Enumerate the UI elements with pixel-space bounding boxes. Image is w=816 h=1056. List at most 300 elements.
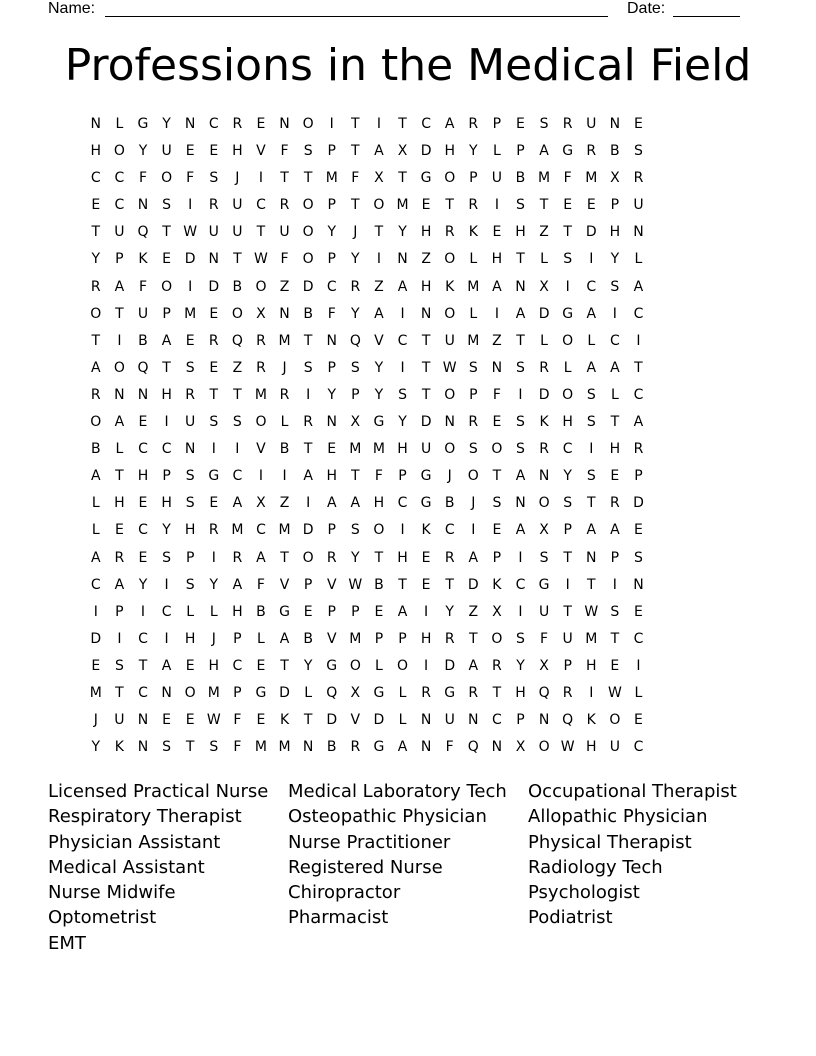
grid-letter[interactable]: R xyxy=(633,441,644,458)
grid-letter[interactable]: C xyxy=(633,630,644,647)
grid-letter[interactable]: I xyxy=(424,657,429,674)
grid-letter[interactable]: U xyxy=(538,603,550,620)
grid-letter[interactable]: U xyxy=(633,197,644,214)
grid-letter[interactable]: M xyxy=(278,332,291,349)
grid-letter[interactable]: V xyxy=(374,332,384,349)
grid-letter[interactable]: N xyxy=(279,116,290,132)
grid-letter[interactable]: D xyxy=(279,684,290,701)
grid-letter[interactable]: P xyxy=(327,143,336,160)
grid-letter[interactable]: L xyxy=(280,414,289,431)
grid-letter[interactable]: G xyxy=(373,414,385,431)
grid-letter[interactable]: Y xyxy=(445,603,454,620)
grid-letter[interactable]: H xyxy=(232,603,243,620)
grid-letter[interactable]: T xyxy=(233,386,242,403)
grid-letter[interactable]: N xyxy=(515,278,526,295)
grid-letter[interactable]: D xyxy=(90,630,102,647)
grid-letter[interactable]: W xyxy=(442,359,457,376)
grid-letter[interactable]: S xyxy=(563,251,573,268)
grid-letter[interactable]: T xyxy=(280,657,289,674)
grid-letter[interactable]: C xyxy=(232,468,243,485)
grid-letter[interactable]: N xyxy=(326,414,337,431)
grid-letter[interactable]: E xyxy=(256,712,266,729)
grid-letter[interactable]: I xyxy=(589,251,594,268)
grid-letter[interactable]: P xyxy=(115,603,124,620)
grid-letter[interactable]: I xyxy=(258,170,264,187)
grid-letter[interactable]: C xyxy=(326,278,337,295)
grid-letter[interactable]: S xyxy=(209,739,219,756)
grid-letter[interactable]: S xyxy=(516,630,525,647)
grid-letter[interactable]: E xyxy=(256,657,266,674)
grid-letter[interactable]: T xyxy=(351,143,360,160)
grid-letter[interactable]: S xyxy=(492,495,502,512)
grid-letter[interactable]: P xyxy=(374,630,384,647)
grid-letter[interactable]: K xyxy=(445,278,455,295)
grid-letter[interactable]: A xyxy=(586,305,597,322)
grid-letter[interactable]: P xyxy=(185,549,195,566)
grid-letter[interactable]: D xyxy=(302,278,314,295)
grid-letter[interactable]: O xyxy=(161,170,173,187)
grid-letter[interactable]: U xyxy=(586,116,597,132)
grid-letter[interactable]: T xyxy=(303,712,313,729)
grid-letter[interactable]: R xyxy=(468,684,479,701)
grid-letter[interactable]: N xyxy=(491,739,503,756)
grid-letter[interactable]: V xyxy=(256,143,266,160)
grid-letter[interactable]: I xyxy=(636,332,641,349)
grid-letter[interactable]: P xyxy=(610,197,620,214)
grid-letter[interactable]: C xyxy=(397,495,408,512)
grid-letter[interactable]: Q xyxy=(467,739,479,756)
grid-letter[interactable]: F xyxy=(138,278,148,295)
grid-letter[interactable]: A xyxy=(114,576,125,593)
grid-letter[interactable]: N xyxy=(137,386,149,403)
grid-letter[interactable]: B xyxy=(256,603,266,620)
grid-letter[interactable]: A xyxy=(114,278,125,295)
grid-letter[interactable]: M xyxy=(585,170,598,187)
grid-letter[interactable]: P xyxy=(563,657,572,674)
grid-letter[interactable]: N xyxy=(586,549,597,566)
grid-letter[interactable]: K xyxy=(279,712,290,729)
grid-letter[interactable]: H xyxy=(184,630,196,647)
grid-letter[interactable]: M xyxy=(538,170,551,187)
grid-letter[interactable]: K xyxy=(492,576,502,593)
grid-letter[interactable]: I xyxy=(376,251,381,268)
grid-letter[interactable]: A xyxy=(610,359,620,376)
grid-letter[interactable]: E xyxy=(634,522,643,539)
grid-letter[interactable]: E xyxy=(610,657,620,674)
grid-letter[interactable]: E xyxy=(634,712,643,729)
grid-letter[interactable]: K xyxy=(539,414,549,431)
grid-letter[interactable]: T xyxy=(185,739,195,756)
grid-letter[interactable]: H xyxy=(515,224,526,241)
grid-letter[interactable]: U xyxy=(420,441,432,458)
grid-letter[interactable]: O xyxy=(444,386,456,403)
grid-letter[interactable]: D xyxy=(326,712,338,729)
grid-letter[interactable]: T xyxy=(303,441,313,458)
grid-letter[interactable]: A xyxy=(232,576,243,593)
grid-letter[interactable]: P xyxy=(516,712,525,729)
grid-letter[interactable]: S xyxy=(350,359,360,376)
grid-letter[interactable]: G xyxy=(373,684,385,701)
grid-letter[interactable]: A xyxy=(397,278,408,295)
grid-letter[interactable]: D xyxy=(585,224,597,241)
grid-letter[interactable]: E xyxy=(586,197,596,214)
grid-letter[interactable]: T xyxy=(445,576,454,593)
grid-letter[interactable]: I xyxy=(211,549,216,566)
grid-letter[interactable]: R xyxy=(208,332,219,349)
grid-letter[interactable]: G xyxy=(420,468,432,485)
grid-letter[interactable]: P xyxy=(398,630,407,647)
grid-letter[interactable]: T xyxy=(374,549,384,566)
grid-letter[interactable]: H xyxy=(397,441,408,458)
grid-letter[interactable]: H xyxy=(114,495,125,512)
grid-letter[interactable]: J xyxy=(211,630,216,647)
grid-letter[interactable]: C xyxy=(562,441,573,458)
grid-letter[interactable]: I xyxy=(424,603,429,620)
grid-letter[interactable]: U xyxy=(137,305,149,322)
grid-letter[interactable]: U xyxy=(185,414,196,431)
grid-letter[interactable]: I xyxy=(565,278,570,295)
grid-letter[interactable]: A xyxy=(586,359,597,376)
grid-letter[interactable]: R xyxy=(114,549,125,566)
grid-letter[interactable]: F xyxy=(540,630,549,647)
grid-letter[interactable]: L xyxy=(634,251,643,268)
grid-letter[interactable]: R xyxy=(562,116,573,132)
grid-letter[interactable]: S xyxy=(516,441,525,458)
grid-letter[interactable]: O xyxy=(538,495,550,512)
grid-letter[interactable]: Y xyxy=(398,224,407,241)
grid-letter[interactable]: X xyxy=(256,305,266,322)
grid-letter[interactable]: Q xyxy=(231,332,243,349)
grid-letter[interactable]: R xyxy=(303,414,313,431)
grid-letter[interactable]: A xyxy=(326,495,337,512)
grid-letter[interactable]: N xyxy=(420,712,432,729)
grid-letter[interactable]: W xyxy=(348,576,363,593)
grid-letter[interactable]: A xyxy=(610,522,620,539)
grid-letter[interactable]: U xyxy=(232,197,243,214)
grid-letter[interactable]: T xyxy=(91,332,101,349)
grid-letter[interactable]: C xyxy=(633,386,644,403)
grid-letter[interactable]: N xyxy=(137,712,149,729)
grid-letter[interactable]: C xyxy=(232,657,243,674)
grid-letter[interactable]: E xyxy=(91,657,101,674)
grid-letter[interactable]: O xyxy=(444,170,456,187)
grid-letter[interactable]: W xyxy=(584,603,599,620)
grid-letter[interactable]: O xyxy=(302,197,314,214)
grid-letter[interactable]: Z xyxy=(468,603,479,620)
grid-letter[interactable]: C xyxy=(138,684,148,701)
grid-letter[interactable]: T xyxy=(445,197,454,214)
grid-letter[interactable]: F xyxy=(233,712,242,729)
grid-letter[interactable]: A xyxy=(397,603,408,620)
grid-letter[interactable]: M xyxy=(254,739,267,756)
grid-letter[interactable]: D xyxy=(420,414,432,431)
grid-letter[interactable]: E xyxy=(138,549,148,566)
grid-letter[interactable]: T xyxy=(421,386,431,403)
grid-letter[interactable]: J xyxy=(353,224,358,241)
grid-letter[interactable]: Q xyxy=(326,684,338,701)
grid-letter[interactable]: H xyxy=(586,739,597,756)
grid-letter[interactable]: X xyxy=(539,657,549,674)
grid-letter[interactable]: T xyxy=(610,414,620,431)
grid-letter[interactable]: T xyxy=(492,468,502,485)
grid-letter[interactable]: H xyxy=(373,495,385,512)
grid-letter[interactable]: V xyxy=(326,630,337,647)
grid-letter[interactable]: D xyxy=(444,657,456,674)
grid-letter[interactable]: C xyxy=(633,739,644,756)
grid-letter[interactable]: O xyxy=(349,657,361,674)
grid-letter[interactable]: C xyxy=(138,522,148,539)
grid-letter[interactable]: N xyxy=(90,116,102,132)
grid-letter[interactable]: H xyxy=(137,468,149,485)
grid-letter[interactable]: K xyxy=(586,712,596,729)
grid-letter[interactable]: U xyxy=(491,170,503,187)
grid-letter[interactable]: R xyxy=(586,143,597,160)
grid-letter[interactable]: T xyxy=(398,576,407,593)
grid-letter[interactable]: C xyxy=(586,278,597,295)
grid-letter[interactable]: A xyxy=(633,278,644,295)
grid-letter[interactable]: C xyxy=(208,116,219,132)
grid-letter[interactable]: L xyxy=(91,495,100,512)
grid-letter[interactable]: M xyxy=(372,441,385,458)
grid-letter[interactable]: S xyxy=(634,549,643,566)
grid-letter[interactable]: K xyxy=(468,224,478,241)
grid-letter[interactable]: C xyxy=(256,197,266,214)
grid-letter[interactable]: Y xyxy=(162,522,171,539)
grid-letter[interactable]: E xyxy=(209,305,219,322)
grid-letter[interactable]: Q xyxy=(538,684,550,701)
grid-letter[interactable]: P xyxy=(610,549,620,566)
grid-letter[interactable]: D xyxy=(208,278,220,295)
grid-letter[interactable]: I xyxy=(164,414,169,431)
grid-letter[interactable]: S xyxy=(634,143,643,160)
grid-letter[interactable]: O xyxy=(302,224,314,241)
grid-letter[interactable]: Y xyxy=(516,657,525,674)
grid-letter[interactable]: S xyxy=(539,116,549,132)
grid-letter[interactable]: G xyxy=(326,657,338,674)
grid-letter[interactable]: I xyxy=(494,305,499,322)
grid-letter[interactable]: L xyxy=(587,332,596,349)
grid-letter[interactable]: O xyxy=(113,359,125,376)
grid-letter[interactable]: P xyxy=(563,522,572,539)
grid-letter[interactable]: T xyxy=(563,549,572,566)
grid-letter[interactable]: R xyxy=(633,170,644,187)
grid-letter[interactable]: X xyxy=(350,414,361,431)
grid-letter[interactable]: Q xyxy=(137,224,149,241)
grid-letter[interactable]: E xyxy=(327,441,337,458)
grid-letter[interactable]: A xyxy=(279,630,290,647)
grid-letter[interactable]: H xyxy=(420,278,432,295)
grid-letter[interactable]: U xyxy=(232,224,243,241)
grid-letter[interactable]: T xyxy=(398,116,407,132)
grid-letter[interactable]: O xyxy=(184,684,196,701)
grid-letter[interactable]: H xyxy=(586,657,597,674)
grid-letter[interactable]: R xyxy=(444,224,455,241)
grid-letter[interactable]: A xyxy=(303,468,313,485)
grid-letter[interactable]: G xyxy=(255,684,267,701)
grid-letter[interactable]: Y xyxy=(91,251,101,268)
grid-letter[interactable]: X xyxy=(374,170,384,187)
grid-letter[interactable]: F xyxy=(138,170,148,187)
grid-letter[interactable]: P xyxy=(398,468,407,485)
grid-letter[interactable]: I xyxy=(376,116,381,132)
grid-letter[interactable]: J xyxy=(93,712,98,729)
grid-letter[interactable]: I xyxy=(211,441,216,458)
grid-letter[interactable]: E xyxy=(185,657,195,674)
grid-letter[interactable]: H xyxy=(420,630,432,647)
grid-letter[interactable]: O xyxy=(562,332,574,349)
grid-letter[interactable]: A xyxy=(91,359,101,376)
grid-letter[interactable]: N xyxy=(420,739,432,756)
grid-letter[interactable]: C xyxy=(515,576,526,593)
grid-letter[interactable]: V xyxy=(256,441,266,458)
grid-letter[interactable]: E xyxy=(209,495,219,512)
grid-letter[interactable]: M xyxy=(207,684,220,701)
grid-letter[interactable]: O xyxy=(467,468,479,485)
grid-letter[interactable]: S xyxy=(162,549,172,566)
grid-letter[interactable]: O xyxy=(397,657,409,674)
grid-letter[interactable]: W xyxy=(254,251,268,268)
grid-letter[interactable]: T xyxy=(516,332,525,349)
grid-letter[interactable]: O xyxy=(255,278,267,295)
grid-letter[interactable]: E xyxy=(114,522,124,539)
grid-letter[interactable]: M xyxy=(396,197,409,214)
grid-letter[interactable]: S xyxy=(185,495,195,512)
grid-letter[interactable]: E xyxy=(138,495,148,512)
grid-letter[interactable]: A xyxy=(633,414,644,431)
grid-letter[interactable]: I xyxy=(565,576,570,593)
grid-letter[interactable]: I xyxy=(636,657,641,674)
grid-letter[interactable]: E xyxy=(492,522,502,539)
grid-letter[interactable]: H xyxy=(562,414,573,431)
grid-letter[interactable]: V xyxy=(279,576,290,593)
grid-letter[interactable]: L xyxy=(492,143,501,160)
grid-letter[interactable]: I xyxy=(306,495,311,512)
grid-letter[interactable]: C xyxy=(397,332,408,349)
grid-letter[interactable]: T xyxy=(351,116,360,132)
grid-letter[interactable]: R xyxy=(279,386,290,403)
grid-letter[interactable]: T xyxy=(351,468,360,485)
grid-letter[interactable]: Q xyxy=(349,332,361,349)
grid-letter[interactable]: Y xyxy=(351,305,360,322)
grid-letter[interactable]: I xyxy=(258,468,264,485)
grid-letter[interactable]: I xyxy=(188,278,193,295)
grid-letter[interactable]: Y xyxy=(398,414,407,431)
grid-letter[interactable]: V xyxy=(350,712,361,729)
grid-letter[interactable]: N xyxy=(161,684,172,701)
grid-letter[interactable]: T xyxy=(563,603,572,620)
grid-letter[interactable]: S xyxy=(586,414,596,431)
grid-letter[interactable]: E xyxy=(634,603,643,620)
grid-letter[interactable]: A xyxy=(91,468,101,485)
grid-letter[interactable]: Z xyxy=(232,359,243,376)
grid-letter[interactable]: K xyxy=(138,251,148,268)
grid-letter[interactable]: R xyxy=(444,549,455,566)
grid-letter[interactable]: I xyxy=(306,386,311,403)
grid-letter[interactable]: O xyxy=(444,251,456,268)
grid-letter[interactable]: S xyxy=(303,143,313,160)
grid-letter[interactable]: R xyxy=(562,684,573,701)
grid-letter[interactable]: A xyxy=(161,332,172,349)
grid-letter[interactable]: A xyxy=(256,549,266,566)
grid-letter[interactable]: N xyxy=(397,251,408,268)
grid-letter[interactable]: H xyxy=(208,657,220,674)
grid-letter[interactable]: G xyxy=(562,305,574,322)
grid-letter[interactable]: H xyxy=(420,224,432,241)
grid-letter[interactable]: O xyxy=(609,712,621,729)
date-blank-line[interactable] xyxy=(673,16,740,17)
grid-letter[interactable]: S xyxy=(209,414,219,431)
grid-letter[interactable]: T xyxy=(256,224,266,241)
grid-letter[interactable]: Z xyxy=(279,495,290,512)
grid-letter[interactable]: Y xyxy=(327,224,337,241)
grid-letter[interactable]: R xyxy=(90,278,101,295)
grid-letter[interactable]: E xyxy=(91,197,101,214)
grid-letter[interactable]: L xyxy=(375,657,383,674)
grid-letter[interactable]: I xyxy=(471,522,476,539)
grid-letter[interactable]: T xyxy=(303,170,313,187)
grid-letter[interactable]: F xyxy=(563,170,572,187)
grid-letter[interactable]: E xyxy=(209,143,219,160)
grid-letter[interactable]: H xyxy=(184,522,196,539)
grid-letter[interactable]: L xyxy=(563,359,572,376)
grid-letter[interactable]: U xyxy=(444,332,455,349)
grid-letter[interactable]: Y xyxy=(469,143,478,160)
grid-letter[interactable]: Y xyxy=(327,386,337,403)
grid-letter[interactable]: A xyxy=(91,549,101,566)
grid-letter[interactable]: R xyxy=(256,359,266,376)
grid-letter[interactable]: Y xyxy=(138,143,148,160)
grid-letter[interactable]: M xyxy=(349,441,362,458)
grid-letter[interactable]: Q xyxy=(562,712,574,729)
grid-letter[interactable]: A xyxy=(161,657,172,674)
grid-letter[interactable]: B xyxy=(279,441,290,458)
grid-letter[interactable]: S xyxy=(468,359,478,376)
grid-letter[interactable]: B xyxy=(326,739,337,756)
grid-letter[interactable]: R xyxy=(279,197,290,214)
grid-letter[interactable]: I xyxy=(140,603,146,620)
grid-letter[interactable]: N xyxy=(279,305,290,322)
grid-letter[interactable]: A xyxy=(397,739,408,756)
grid-letter[interactable]: C xyxy=(161,441,172,458)
grid-letter[interactable]: C xyxy=(90,170,101,187)
grid-letter[interactable]: L xyxy=(115,116,124,132)
grid-letter[interactable]: D xyxy=(538,386,550,403)
grid-letter[interactable]: B xyxy=(515,170,526,187)
grid-letter[interactable]: O xyxy=(491,630,503,647)
grid-letter[interactable]: M xyxy=(254,386,267,403)
grid-letter[interactable]: P xyxy=(303,576,313,593)
grid-letter[interactable]: L xyxy=(398,684,407,701)
grid-letter[interactable]: R xyxy=(256,332,266,349)
grid-letter[interactable]: C xyxy=(114,170,125,187)
grid-letter[interactable]: O xyxy=(113,143,125,160)
grid-letter[interactable]: R xyxy=(421,684,431,701)
grid-letter[interactable]: O xyxy=(491,441,503,458)
grid-letter[interactable]: H xyxy=(161,495,172,512)
grid-letter[interactable]: A xyxy=(232,495,243,512)
grid-letter[interactable]: M xyxy=(467,332,480,349)
grid-letter[interactable]: Y xyxy=(91,739,101,756)
grid-letter[interactable]: U xyxy=(161,143,172,160)
grid-letter[interactable]: F xyxy=(256,576,265,593)
grid-letter[interactable]: P xyxy=(327,522,336,539)
grid-letter[interactable]: U xyxy=(208,224,219,241)
grid-letter[interactable]: E xyxy=(185,332,195,349)
grid-letter[interactable]: I xyxy=(282,468,287,485)
grid-letter[interactable]: C xyxy=(492,712,502,729)
grid-letter[interactable]: H xyxy=(491,251,503,268)
grid-letter[interactable]: L xyxy=(257,630,265,647)
